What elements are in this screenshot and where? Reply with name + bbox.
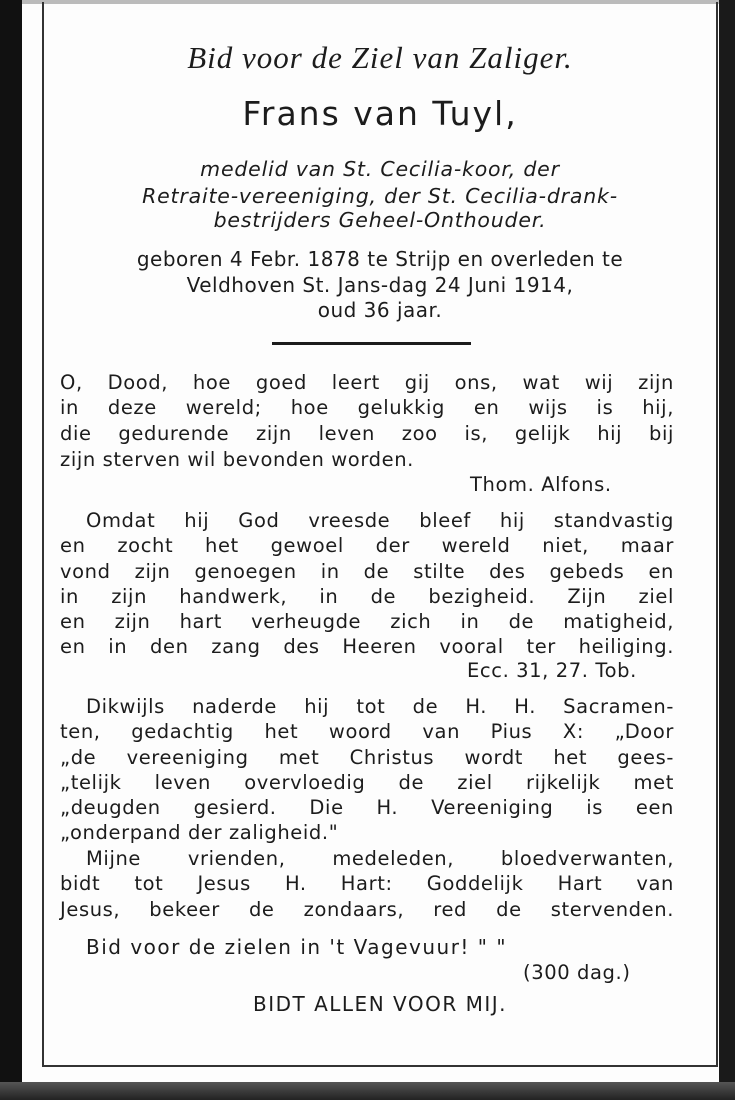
quote2-line: vond zijn genoegen in de stilte des gebeds en <box>60 560 674 583</box>
quote2-line: en in den zang des Heeren vooral ter heiliging. <box>60 635 674 658</box>
affiliation-line: medelid van St. Cecilia-koor, der <box>200 157 560 181</box>
paragraph4-line: Mijne vrienden, medeleden, bloedverwanten, <box>86 847 674 870</box>
quote2-line: Omdat hij God vreesde bleef hij standvastig <box>86 509 674 532</box>
paragraph3-line: „deugden gesierd. Die H. Vereeniging is een <box>60 796 674 819</box>
quote2-line: en zijn hart verheugde zich in de matigheid, <box>60 610 674 633</box>
divider-rule <box>272 342 471 345</box>
card-header: Bid voor de Ziel van Zaliger. <box>187 40 573 75</box>
life-dates-line: Veldhoven St. Jans-dag 24 Juni 1914, <box>186 273 574 297</box>
prayer-line: Bid voor de zielen in 't Vagevuur! " " <box>86 935 508 959</box>
paragraph3-line: „de vereeniging met Christus wordt het gees- <box>60 746 674 769</box>
paragraph4-line: Jesus, bekeer de zondaars, red de stervenden. <box>60 898 674 921</box>
affiliation-line: Retraite-vereeniging, der St. Cecilia-drank- <box>142 184 618 208</box>
quote2-line: en zocht het gewoel der wereld niet, maar <box>60 534 674 557</box>
closing-line: BIDT ALLEN VOOR MIJ. <box>253 992 507 1016</box>
paragraph3-line: Dikwijls naderde hij tot de H. H. Sacramen- <box>86 695 674 718</box>
paragraph4-line: bidt tot Jesus H. Hart: Goddelijk Hart van <box>60 872 674 895</box>
quote2-line: in zijn handwerk, in de bezigheid. Zijn ziel <box>60 585 674 608</box>
life-dates-line: oud 36 jaar. <box>317 298 443 322</box>
quote1-source: Thom. Alfons. <box>470 473 612 496</box>
life-dates-line: geboren 4 Febr. 1878 te Strijp en overleden te <box>136 247 624 271</box>
quote1-line: zijn sterven wil bevonden worden. <box>60 448 414 471</box>
quote1-line: in deze wereld; hoe gelukkig en wijs is hij, <box>60 396 674 419</box>
indulgence-line: (300 dag.) <box>523 961 631 984</box>
quote2-source: Ecc. 31, 27. Tob. <box>467 659 637 682</box>
quote1-line: O, Dood, hoe goed leert gij ons, wat wij zijn <box>60 371 674 394</box>
left-black-border <box>0 0 22 1100</box>
bottom-border <box>0 1082 735 1100</box>
paragraph3-line: ten, gedachtig het woord van Pius X: „Door <box>60 720 674 743</box>
deceased-name: Frans van Tuyl, <box>242 94 518 133</box>
paragraph3-line: „onderpand der zaligheid." <box>60 821 339 844</box>
quote1-line: die gedurende zijn leven zoo is, gelijk hij bij <box>60 422 674 445</box>
paragraph3-line: „telijk leven overvloedig de ziel rijkelijk met <box>60 771 674 794</box>
right-black-border <box>719 0 735 1100</box>
affiliation-line: bestrijders Geheel-Onthouder. <box>213 208 547 232</box>
